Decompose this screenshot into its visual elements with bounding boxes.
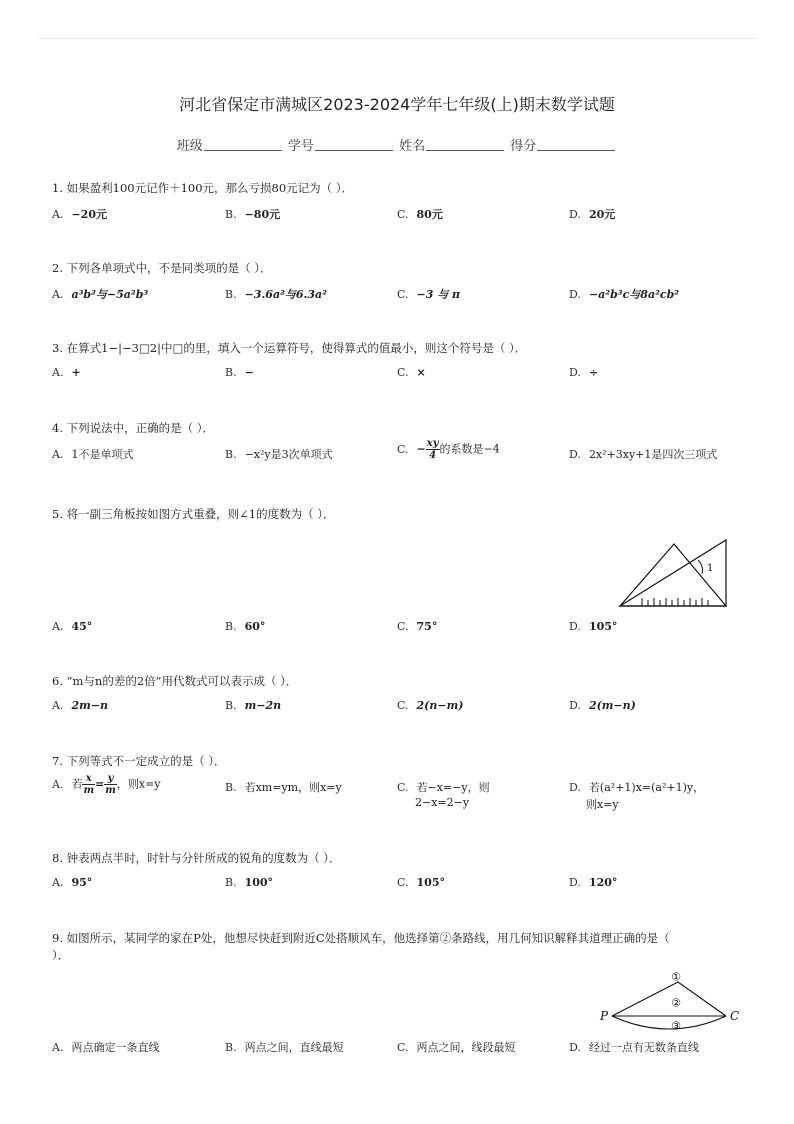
route-2-label: ② — [671, 996, 681, 1010]
question-6-stem: 6. “m与n的差的2倍”用代数式可以表示成（ ）． — [52, 674, 298, 688]
question-3-stem: 3. 在算式1−|−3□2|中□的里，填入一个运算符号，使得算式的值最小，则这个符号是（ ）． — [52, 341, 527, 355]
q8-option-b[interactable]: B. 100° — [225, 876, 274, 889]
question-1-stem: 1. 如果盈利100元记作＋100元，那么亏损80元记为（ ）． — [52, 181, 354, 195]
question-9-stem-line2: ）． — [52, 948, 70, 962]
route-figure — [598, 966, 746, 1036]
student-info-line — [0, 135, 794, 154]
question-2-stem: 2. 下列各单项式中，不是同类项的是（ ）． — [52, 261, 272, 275]
name-blank[interactable] — [426, 138, 504, 151]
q5-option-c[interactable]: C. 75° — [397, 620, 438, 633]
question-8-stem: 8. 钟表两点半时，时针与分针所成的锐角的度数为（ ）． — [52, 851, 341, 865]
route-3-label: ③ — [671, 1019, 681, 1033]
q7-option-c-line2: 2−x=2−y — [415, 796, 470, 809]
q2-option-b[interactable]: B. −3.6a²与6.3a² — [225, 288, 327, 301]
question-7-stem: 7. 下列等式不一定成立的是（ ）． — [52, 754, 226, 768]
q1-option-a[interactable]: A. −20元 — [52, 208, 107, 221]
q3-option-a[interactable]: A. + — [52, 366, 81, 379]
id-label: 学号 — [287, 139, 314, 154]
q2-option-c[interactable]: C. −3 与 π — [397, 288, 461, 301]
q9-option-b[interactable]: B. 两点之间，直线最短 — [225, 1041, 344, 1054]
route-1-label: ① — [671, 970, 681, 984]
q2-option-d[interactable]: D. −a²b³c与8a²cb² — [569, 288, 680, 301]
q9-option-a[interactable]: A. 两点确定一条直线 — [52, 1041, 160, 1054]
q1-option-c[interactable]: C. 80元 — [397, 208, 443, 221]
point-p-label: P — [600, 1009, 609, 1023]
q9-option-c[interactable]: C. 两点之间，线段最短 — [397, 1041, 516, 1054]
q3-option-b[interactable]: B. − — [225, 366, 254, 379]
q7-fraction-right: $\frac{y}{m}$ — [105, 773, 116, 796]
q7-option-b[interactable]: B. 若xm=ym，则x=y — [225, 781, 342, 794]
q3-option-c[interactable]: C. × — [397, 366, 426, 379]
q5-option-b[interactable]: B. 60° — [225, 620, 266, 633]
q4-option-a[interactable]: A. 1不是单项式 — [52, 448, 134, 461]
q4-fraction: $\frac{xy}{4}$ — [426, 438, 439, 461]
q6-option-a[interactable]: A. 2m−n — [52, 699, 108, 712]
question-4-stem: 4. 下列说法中，正确的是（ ）． — [52, 421, 215, 435]
q7-option-d-line2: 则x=y — [586, 798, 619, 811]
name-label: 姓名 — [399, 139, 426, 154]
angle-1-label: 1 — [707, 563, 714, 574]
id-blank[interactable] — [315, 138, 393, 151]
q8-option-d[interactable]: D. 120° — [569, 876, 618, 889]
question-9-stem: 9. 如图所示，某同学的家在P处，他想尽快赶到附近C处搭顺风车，他选择第②条路线，用几何知识解释其道理正确的是（ — [52, 931, 670, 945]
question-5-stem: 5. 将一副三角板按如图方式重叠，则∠1的度数为（ ）． — [52, 507, 335, 521]
q2-option-a[interactable]: A. a³b²与−5a²b³ — [52, 288, 149, 301]
q1-option-d[interactable]: D. 20元 — [569, 208, 616, 221]
score-label: 得分 — [510, 139, 537, 154]
q4-option-c[interactable]: C. − $\frac{xy}{4}$ 的系数是−4 — [397, 438, 500, 461]
q3-option-d[interactable]: D. ÷ — [569, 366, 599, 379]
q6-option-b[interactable]: B. m−2n — [225, 699, 282, 712]
point-c-label: C — [730, 1009, 740, 1023]
triangle-rulers-figure — [614, 536, 730, 608]
q8-option-a[interactable]: A. 95° — [52, 876, 93, 889]
q7-option-a[interactable]: A. 若 $\frac{x}{m}$ = $\frac{y}{m}$ ，则x=y — [52, 773, 161, 796]
q9-option-d[interactable]: D. 经过一点有无数条直线 — [569, 1041, 699, 1054]
q7-fraction-left: $\frac{x}{m}$ — [83, 773, 95, 796]
q7-option-c[interactable]: C. 若−x=−y，则 — [397, 781, 490, 794]
header-rule — [38, 38, 756, 39]
class-label: 班级 — [176, 139, 203, 154]
score-blank[interactable] — [537, 138, 615, 151]
q5-option-d[interactable]: D. 105° — [569, 620, 618, 633]
q1-option-b[interactable]: B. −80元 — [225, 208, 281, 221]
q5-option-a[interactable]: A. 45° — [52, 620, 93, 633]
q4-option-d[interactable]: D. 2x²+3xy+1是四次三项式 — [569, 448, 718, 461]
q4-option-b[interactable]: B. −x²y是3次单项式 — [225, 448, 333, 461]
q7-option-d[interactable]: D. 若(a²+1)x=(a²+1)y， — [569, 781, 705, 794]
q6-option-c[interactable]: C. 2(n−m) — [397, 699, 464, 712]
q8-option-c[interactable]: C. 105° — [397, 876, 445, 889]
q6-option-d[interactable]: D. 2(m−n) — [569, 699, 636, 712]
class-blank[interactable] — [204, 138, 282, 151]
page-title: 河北省保定市满城区2023-2024学年七年级(上)期末数学试题 — [179, 95, 615, 114]
